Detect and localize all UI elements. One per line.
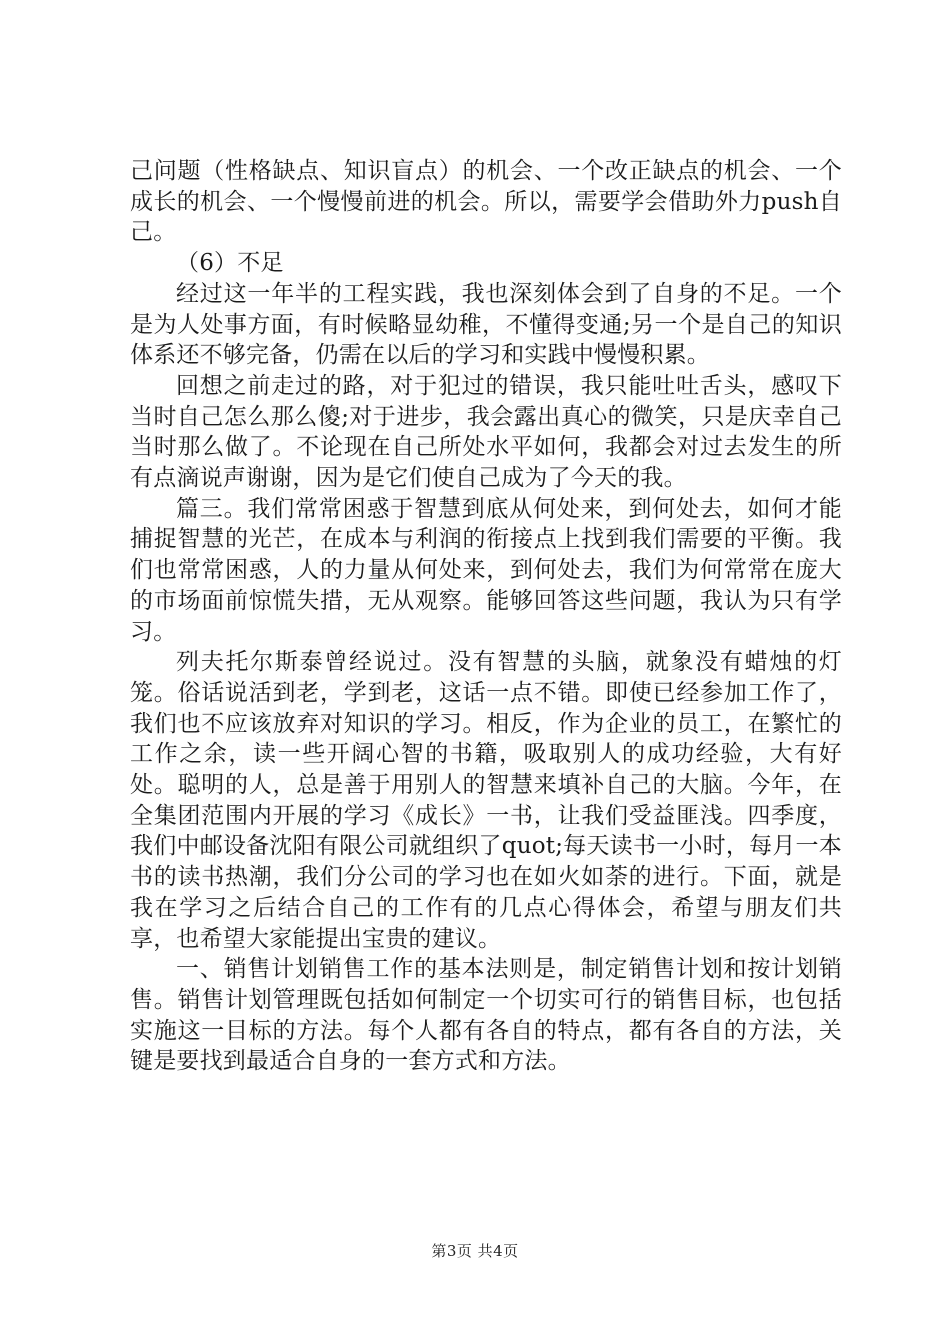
document-body bbox=[130, 156, 842, 1077]
paragraph-shortcomings: 经过这一年半的工程实践，我也深刻体会到了自身的不足。一个是为人处事方面，有时候略显幼稚，不懂得变通;另一个是自己的知识体系还不够完备，仍需在以后的学习和实践中慢慢积累。 bbox=[130, 280, 842, 369]
paragraph-part-three: 篇三。我们常常困惑于智慧到底从何处来，到何处去，如何才能捕捉智慧的光芒，在成本与利润的衔接点上找到我们需要的平衡。我们也常常困惑，人的力量从何处来，到何处去，我们为何常常在庞大的市场面前惊慌失措，无从观察。能够回答这些问题，我认为只有学习。 bbox=[130, 495, 842, 645]
paragraph-continuation: 己问题（性格缺点、知识盲点）的机会、一个改正缺点的机会、一个成长的机会、一个慢慢前进的机会。所以，需要学会借助外力push自己。 bbox=[130, 158, 842, 246]
page-number-footer: 第3页 共4页 bbox=[431, 1242, 519, 1260]
paragraph-reflection: 回想之前走过的路，对于犯过的错误，我只能吐吐舌头，感叹下当时自己怎么那么傻;对于进步，我会露出真心的微笑，只是庆幸自己当时那么做了。不论现在自己所处水平如何，我都会对过去发生的所有点滴说声谢谢，因为是它们使自己成为了今天的我。 bbox=[130, 372, 842, 492]
paragraph-sales-plan: 一、销售计划销售工作的基本法则是，制定销售计划和按计划销售。销售计划管理既包括如何制定一个切实可行的销售目标，也包括实施这一目标的方法。每个人都有各自的特点，都有各自的方法，关键是要找到最适合自身的一套方式和方法。 bbox=[130, 956, 842, 1075]
section-heading-shortcomings: （6）不足 bbox=[176, 250, 284, 277]
paragraph-learning: 列夫托尔斯泰曾经说过。没有智慧的头脑，就象没有蜡烛的灯笼。俗话说活到老，学到老，这话一点不错。即使已经参加工作了，我们也不应该放弃对知识的学习。相反，作为企业的员工，在繁忙的工作之余，读一些开阔心智的书籍，吸取别人的成功经验，大有好处。聪明的人，总是善于用别人的智慧来填补自己的大脑。今年，在全集团范围内开展的学习《成长》一书，让我们受益匪浅。四季度，我们中邮设备沈阳有限公司就组织了quot;每天读书一小时，每月一本书的读书热潮，我们分公司的学习也在如火如荼的进行。下面，就是我在学习之后结合自己的工作有的几点心得体会，希望与朋友们共享，也希望大家能提出宝贵的建议。 bbox=[130, 649, 842, 952]
